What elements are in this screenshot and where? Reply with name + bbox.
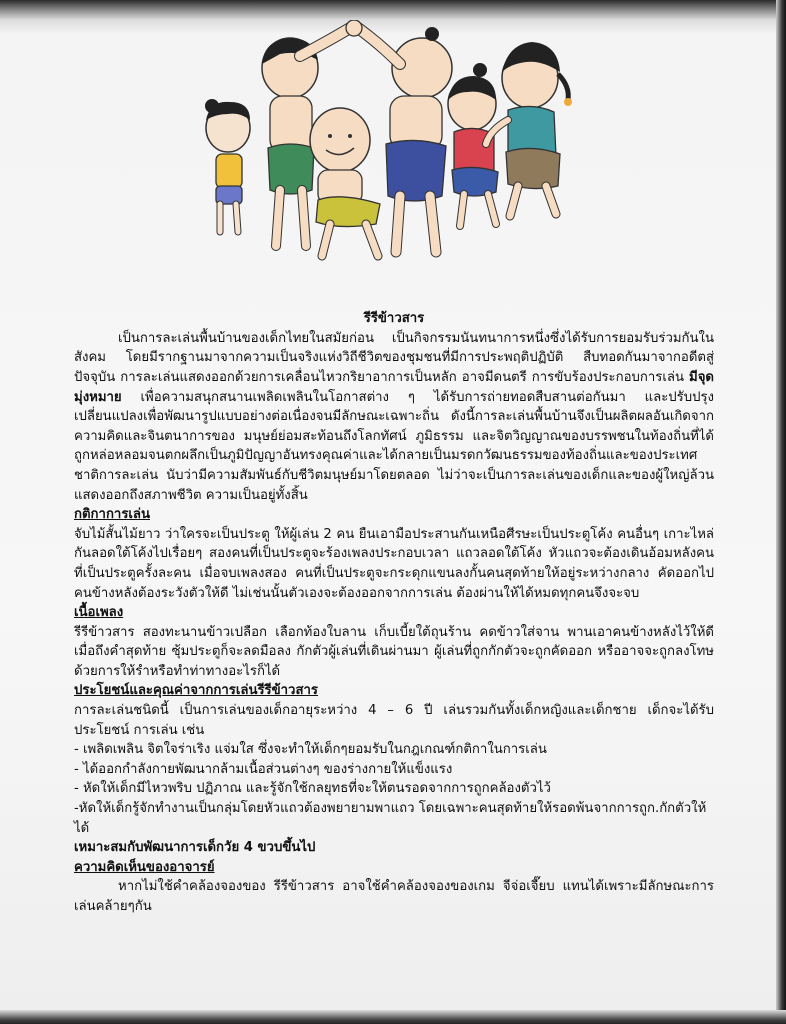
document-body (74, 296, 714, 917)
benefits-paragraph: การละเล่นชนิดนี้ เป็นการเล่นของเด็กอายุระหว่าง 4 – 6 ปี เล่นรวมกันทั้งเด็กหญิงและเด็กชาย เด็กจะได้รับประโยชน์ การเล่น เช่น (74, 703, 714, 738)
girl-left-figure (205, 99, 250, 232)
comment-heading: ความคิดเห็นของอาจารย์ (74, 859, 215, 875)
benefit-item: -หัดให้เด็กรู้จักทำงานเป็นกลุ่มโดยหัวแถวต้องพยายามพาแถว โดยเฉพาะคนสุดท้ายให้รอดพ้นจากการถูก.กักตัวให้ได้ (74, 801, 707, 836)
rules-paragraph: จับไม้สั้นไม้ยาว ว่าใครจะเป็นประตู ให้ผู้เล่น 2 คน ยืนเอามือประสานกันเหนือศีรษะเป็นประตูโค้ง คนอื่นๆ เกาะไหล่กันลอดใต้โค้งไปเรื่อยๆ สองคนที่เป็นประตูจะร้องเพลงประกอบเวลา แถวลอดใต้โค้ง หัวแถวจะต้องเดินอ้อมหลังคนที่เป็นประตูครั้งละคน เมื่อจบเพลงสอง คนที่เป็นประตูจะกระดุกแขนลงกั้นคนสุดท้ายให้อยู่ระหว่างกลาง คัดออกไป คนข้างหลังต้องระวังตัวให้ดี ไม่เช่นนั้นตัวเองจะต้องออกจากการเล่น ต้องผ่านให้ได้หมดทุกคนจึงจะจบ (74, 526, 714, 601)
comment-paragraph: หากไม่ใช้คำคล้องจองของ รีรีข้าวสาร อาจใช้คำคล้องจองของเกม จีจ่อเจี๊ยบ แทนได้เพราะมีลักษณะการเล่นคล้ายๆกัน (74, 879, 714, 914)
document-title: รีรีข้าวสาร (363, 311, 425, 327)
girl-red-figure (448, 63, 498, 226)
benefits-heading: ประโยชน์และคุณค่าจากการเล่นรีรีข้าวสาร (74, 683, 318, 699)
rules-heading: กติกาการเล่น (74, 507, 151, 523)
girl-right-figure (486, 42, 572, 216)
lyrics-heading: เนื้อเพลง (74, 605, 124, 621)
children-playing-illustration (190, 20, 610, 268)
benefit-item: - หัดให้เด็กมีไหวพริบ ปฏิภาณ และรู้จักใช้กลยุทธที่จะให้ตนรอดจากการถูกคล้องตัวไว้ (74, 781, 551, 797)
intro-paragraph: เป็นการละเล่นพื้นบ้านของเด็กไทยในสมัยก่อน เป็นกิจกรรมนันทนาการหนึ่งซึ่งได้รับการยอมรับร่วมกันในสังคม โดยมีรากฐานมาจากความเป็นจริงแห่งวิถีชีวิตของชุมชนที่มีการประพฤติปฏิบัติ สืบทอดกันมาจากอดีตสู่ปัจจุบัน การละเล่นแสดงออกด้วยการเคลื่อนไหวกริยาอาการเป็นหลัก อาจมีดนตรี การขับร้องประกอบการเล่น มีจุดมุ่งหมาย เพื่อความสนุกสนานเพลิดเพลินในโอกาสต่าง ๆ ได้รับการถ่ายทอดสืบสานต่อกันมา และปรับปรุงเปลี่ยนแปลงเพื่อพัฒนารูปแบบอย่างต่อเนื่องจนมีลักษณะเฉพาะถิ่น ดังนี้การละเล่นพื้นบ้านจึงเป็นผลิตผลอันเกิดจากความคิดและจินตนาการของ มนุษย์ย่อมสะท้อนถึงโลกทัศน์ ภูมิธรรม และจิตวิญญาณของบรรพชนในท้องถิ่นที่ได้ถูกหล่อหลอมจนตกผลึกเป็นภูมิปัญญาอันทรงคุณค่าและได้กลายเป็นมรดกวัฒนธรรมของท้องถิ่นและของประเทศชาติการละเล่น นับว่ามีความสัมพันธ์กับชีวิตมนุษย์มาโดยตลอด ไม่ว่าจะเป็นการละเล่นของเด็กและของผู้ใหญ่ล้วนแสดงออกถึงสภาพชีวิต ความเป็นอยู่ทั้งสิ้น (74, 330, 714, 503)
intro-bold-phrase: มีจุดมุ่งหมาย (74, 369, 714, 405)
photo-edge-bottom (0, 1010, 786, 1024)
photo-edge-right (776, 0, 786, 1024)
benefit-item: - ได้ออกกำลังกายพัฒนากล้ามเนื้อส่วนต่างๆ ของร่างกายให้แข็งแรง (74, 761, 453, 777)
boy-yellow-figure (310, 108, 380, 256)
age-note: เหมาะสมกับพัฒนาการเด็กวัย 4 ขวบขึ้นไป (74, 840, 316, 856)
joined-hands (346, 20, 362, 36)
lyrics-paragraph: รีรีข้าวสาร สองทะนานข้าวเปลือก เลือกท้องใบลาน เก็บเบี้ยใต้ถุนร้าน คดข้าวใส่จาน พานเอาคนข้างหลังไว้ให้ดี เมื่อถึงคำสุดท้าย ซุ้มประตูก็จะลดมือลง กักตัวผู้เล่นที่เดินผ่านมา ผู้เล่นที่ถูกกักตัวจะถูกคัดออก หรืออาจจะถูกลงโทษด้วยการให้รำหรือทำท่าทางอะไรก็ได้ (74, 624, 714, 679)
benefit-item: - เพลิดเพลิน จิตใจร่าเริง แจ่มใส ซึ่งจะทำให้เด็กๆยอมรับในกฎเกณฑ์กติกาในการเล่น (74, 742, 547, 758)
